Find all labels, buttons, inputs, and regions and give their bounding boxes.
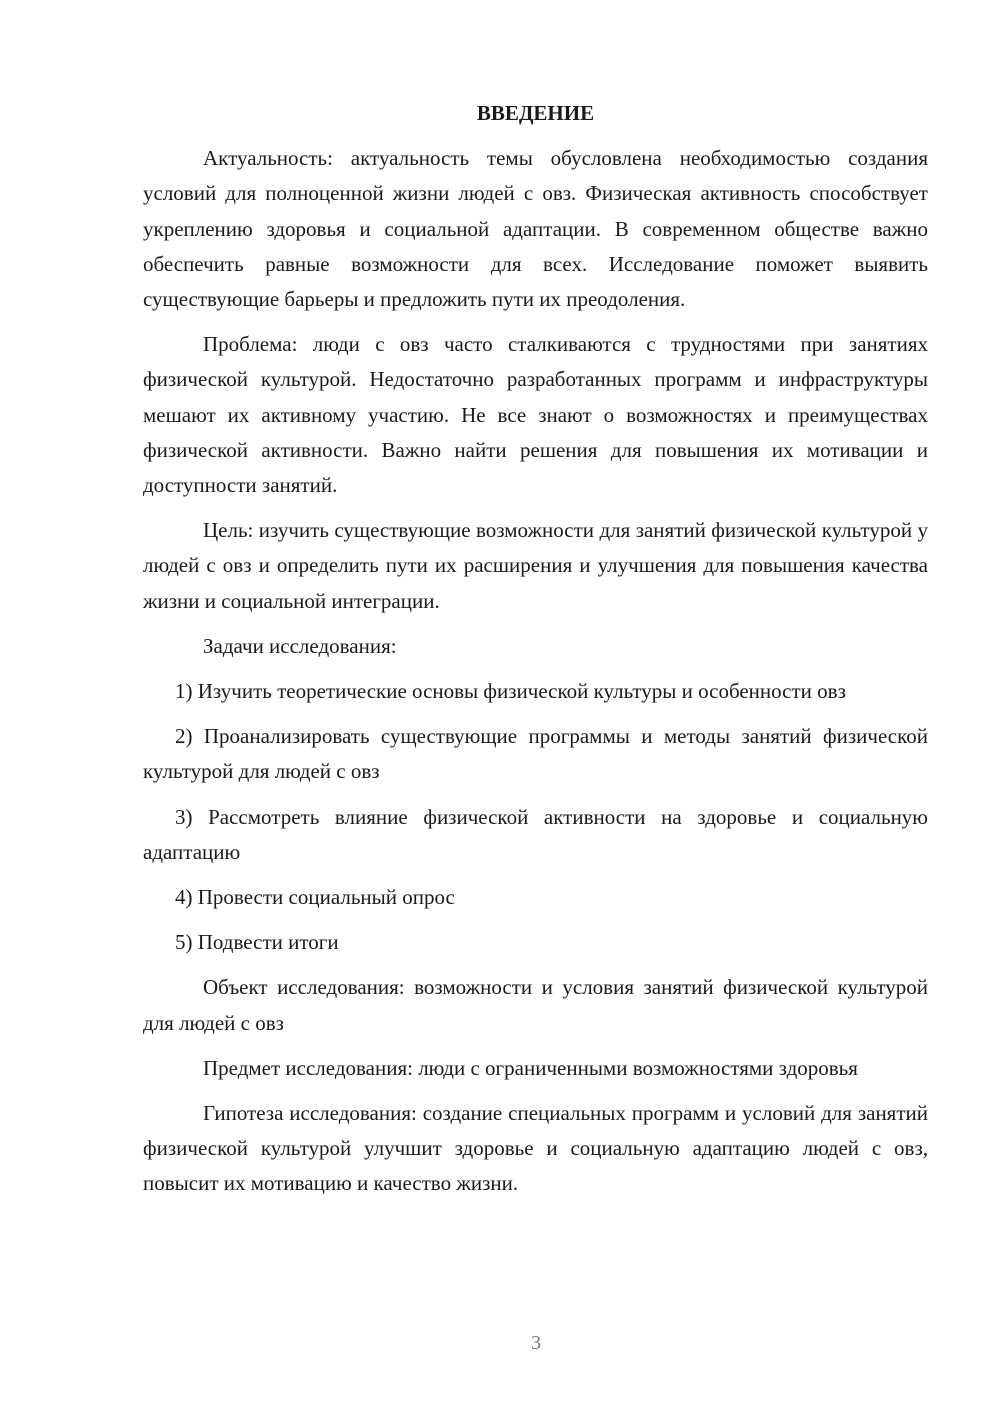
task-item-2: 2) Проанализировать существующие программы и методы занятий физической культурой для людей с овз: [143, 724, 928, 784]
subject-paragraph: Предмет исследования: люди с ограниченными возможностями здоровья: [203, 1055, 858, 1080]
page-title: ВВЕДЕНИЕ: [476, 101, 595, 125]
task-item-3: 3) Рассмотреть влияние физической активности на здоровье и социальную адаптацию: [143, 804, 928, 864]
object-paragraph: Объект исследования: возможности и условия занятий физической культурой для людей с овз: [143, 975, 928, 1035]
relevance-paragraph: Актуальность: актуальность темы обусловлена необходимостью создания условий для полноценной жизни людей с овз. Физическая активность способствует укреплению здоровья и социальной адаптации. В современном обществе важно обеспечить равные возможности для всех. Исследование поможет выявить существующие барьеры и предложить пути их преодоления.: [143, 146, 928, 312]
goal-paragraph: Цель: изучить существующие возможности для занятий физической культурой у людей с овз и определить пути их расширения и улучшения для повышения качества жизни и социальной интеграции.: [143, 518, 928, 613]
page-number: 3: [531, 1332, 541, 1354]
task-item-4: 4) Провести социальный опрос: [175, 885, 455, 910]
hypothesis-paragraph: Гипотеза исследования: создание специальных программ и условий для занятий физической культурой улучшит здоровье и социальную адаптацию людей с овз, повысит их мотивацию и качество жизни.: [143, 1101, 928, 1196]
tasks-heading: Задачи исследования:: [203, 633, 397, 658]
document-page: [143, 96, 928, 1212]
problem-paragraph: Проблема: люди с овз часто сталкиваются с трудностями при занятиях физической культурой. Недостаточно разработанных программ и инфраструктуры мешают их активному участию. Не все знают о возможностях и преимуществах физической активности. Важно найти решения для повышения их мотивации и доступности занятий.: [143, 332, 928, 498]
task-item-5: 5) Подвести итоги: [175, 930, 339, 955]
task-item-1: 1) Изучить теоретические основы физической культуры и особенности овз: [175, 679, 846, 704]
